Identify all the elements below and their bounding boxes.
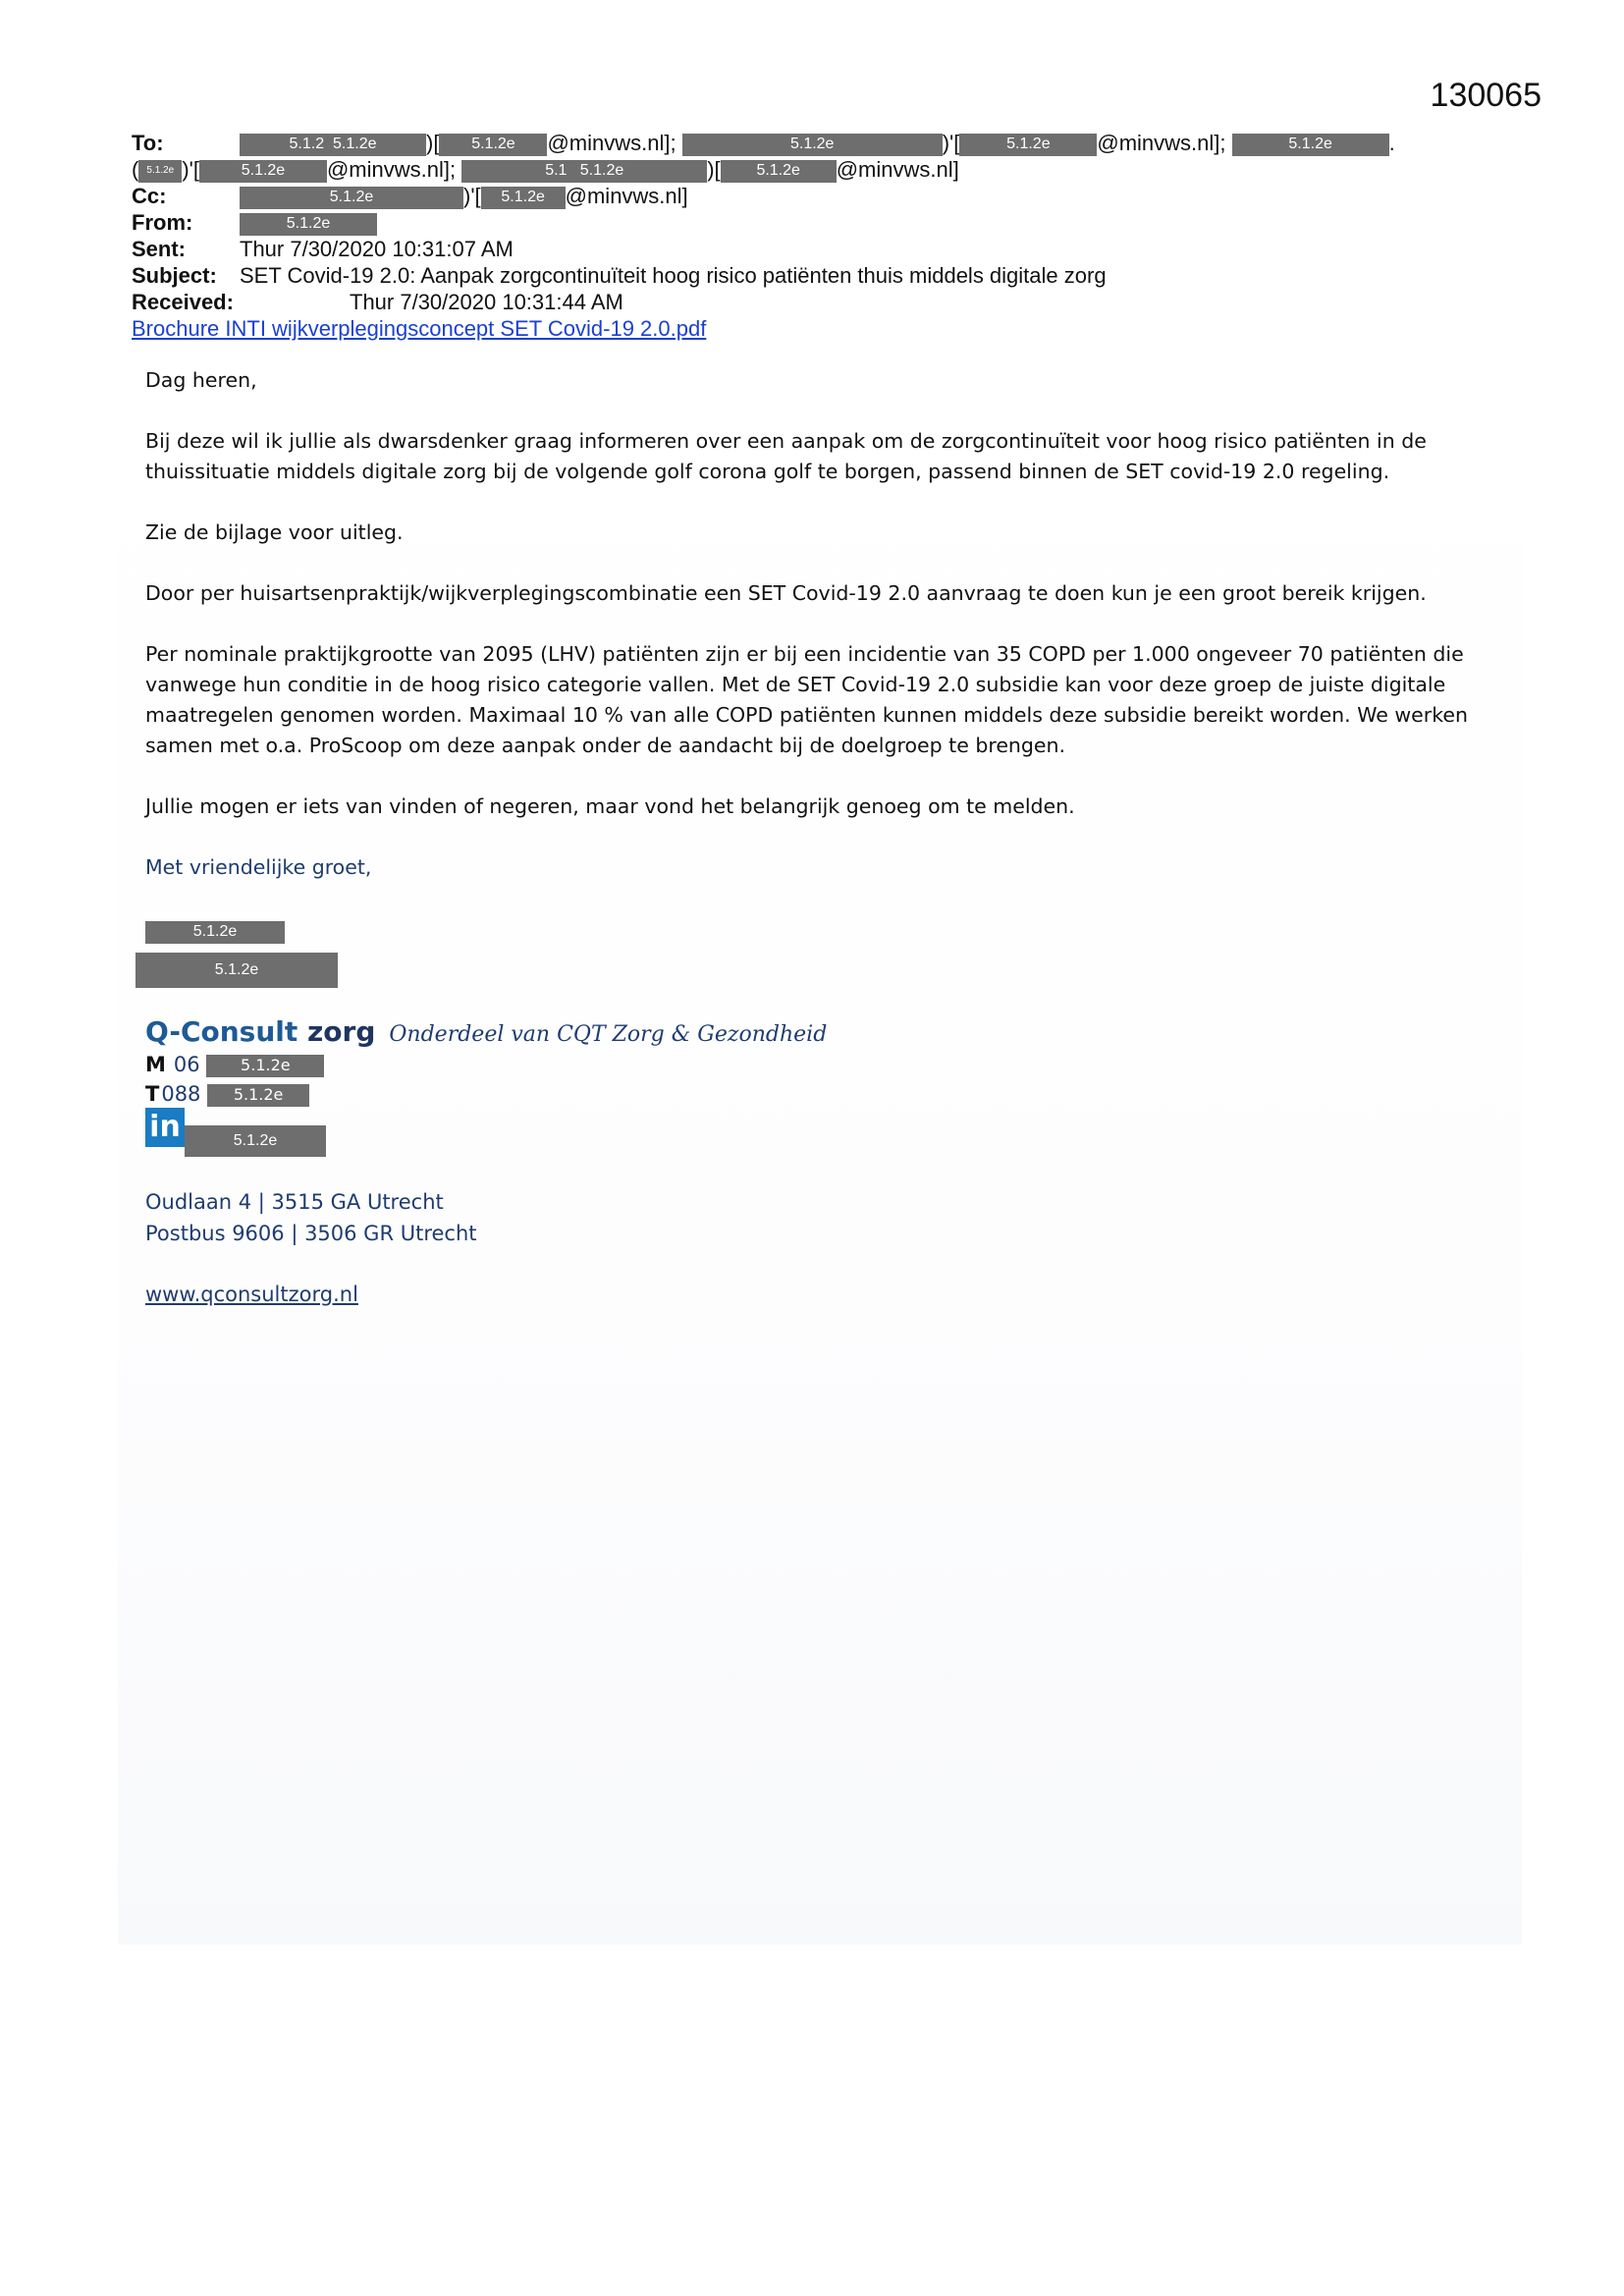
body-paragraph-1: Bij deze wil ik jullie als dwarsdenker graag informeren over een aanpak om de zorgcontinuïteit voor hoog risico patiënten in de thuissituatie middels digitale zorg bij de volgende golf corona golf te borgen, passend binnen de SET covid-19 2.0 regeling. (145, 429, 1427, 483)
company-tagline: Onderdeel van CQT Zorg & Gezondheid (389, 1022, 828, 1047)
from-row (132, 209, 1506, 236)
to-recipients: 5.1.2 5.1.2e )[ 5.1.2e @minvws.nl]; 5.1.2e )'[ 5.1.2e @minvws.nl]; 5.1.2e . (240, 130, 1395, 156)
subject-row (132, 262, 1506, 289)
body-paragraph-4: Per nominale praktijkgrootte van 2095 (LHV) patiënten zijn er bij een incidentie van 35 COPD per 1.000 ongeveer 70 patiënten die vanwege hun conditie in de hoog risico categorie vallen. Met de SET Covid-19 2.0 subsidie kan voor deze groep de juiste digitale maatregelen genomen worden. Maximaal 10 % van alle COPD patiënten kunnen middels deze subsidie bereikt worden. We werken samen met o.a. ProScoop om deze aanpak onder de aandacht bij de doelgroep te brengen. (145, 642, 1468, 757)
redaction-box: 5.1.2e (138, 160, 182, 183)
email-header (132, 130, 1506, 315)
mobile-number-row: M 06 5.1.2e (145, 1053, 324, 1077)
redaction-box: 5.1.2e (481, 187, 566, 209)
greeting: Dag heren, (145, 368, 257, 392)
document-number: 130065 (1430, 77, 1542, 114)
sent-value: Thur 7/30/2020 10:31:07 AM (240, 237, 514, 261)
to-row (132, 130, 1506, 156)
redaction-box: 5.1.2e (721, 160, 837, 183)
received-row (132, 289, 1506, 315)
redaction-box: 5.1.2e (207, 1084, 309, 1107)
company-address (145, 1186, 477, 1249)
body-paragraph-3: Door per huisartsenpraktijk/wijkverplegingscombinatie een SET Covid-19 2.0 aanvraag te doen kun je een groot bereik krijgen. (145, 581, 1427, 605)
received-label: Received: (132, 290, 234, 314)
cc-recipients: 5.1.2e )'[ 5.1.2e @minvws.nl] (240, 183, 688, 209)
redaction-box: 5.1.2e (240, 187, 463, 209)
redaction-box: 5.1.2e (682, 134, 943, 156)
body-paragraph-2: Zie de bijlage voor uitleg. (145, 520, 404, 544)
closing: Met vriendelijke groet, (145, 855, 372, 879)
redaction-box: 5.1.2 5.1.2e (240, 134, 426, 156)
redaction-box: 5.1.2e (1232, 134, 1389, 156)
body-paragraph-5: Jullie mogen er iets van vinden of negeren, maar vond het belangrijk genoeg om te melden. (145, 794, 1075, 818)
redaction-box: 5.1.2e (199, 160, 327, 183)
sent-label: Sent: (132, 237, 186, 261)
cc-label: Cc: (132, 184, 167, 208)
redaction-box: 5.1.2e (439, 134, 547, 156)
cc-row (132, 183, 1506, 209)
address-line-2: Postbus 9606 | 3506 GR Utrecht (145, 1222, 477, 1245)
subject-label: Subject: (132, 263, 217, 288)
email-body (145, 365, 1500, 913)
attachment-link[interactable]: Brochure INTI wijkverplegingsconcept SET Covid-19 2.0.pdf (132, 316, 707, 341)
linkedin-redaction: 5.1.2e (185, 1125, 326, 1157)
to-label: To: (132, 131, 164, 155)
from-sender (240, 209, 377, 236)
address-line-1: Oudlaan 4 | 3515 GA Utrecht (145, 1190, 444, 1214)
phone-number-row: T088 5.1.2e (145, 1082, 309, 1107)
subject-value: SET Covid-19 2.0: Aanpak zorgcontinuïteit hoog risico patiënten thuis middels digitale zorg (240, 263, 1107, 288)
company-brand (145, 1015, 827, 1048)
linkedin-icon[interactable]: in (145, 1108, 185, 1147)
redaction-box: 5.1.2e (206, 1055, 324, 1077)
to-row-continued: ( 5.1.2e )'[ 5.1.2e @minvws.nl]; 5.1 5.1.2e )[ 5.1.2e @minvws.nl] (132, 157, 959, 182)
from-label: From: (132, 210, 193, 235)
signature-title-redaction: 5.1.2e (135, 953, 338, 988)
website-link[interactable]: www.qconsultzorg.nl (145, 1283, 358, 1306)
redaction-box: 5.1.2e (240, 213, 377, 236)
company-logo-text: Q-Consult zorg (145, 1015, 376, 1048)
received-value: Thur 7/30/2020 10:31:44 AM (350, 290, 623, 314)
redaction-box: 5.1 5.1.2e (461, 160, 707, 183)
sent-row (132, 236, 1506, 262)
signature-name-redaction: 5.1.2e (145, 921, 285, 944)
redaction-box: 5.1.2e (959, 134, 1097, 156)
